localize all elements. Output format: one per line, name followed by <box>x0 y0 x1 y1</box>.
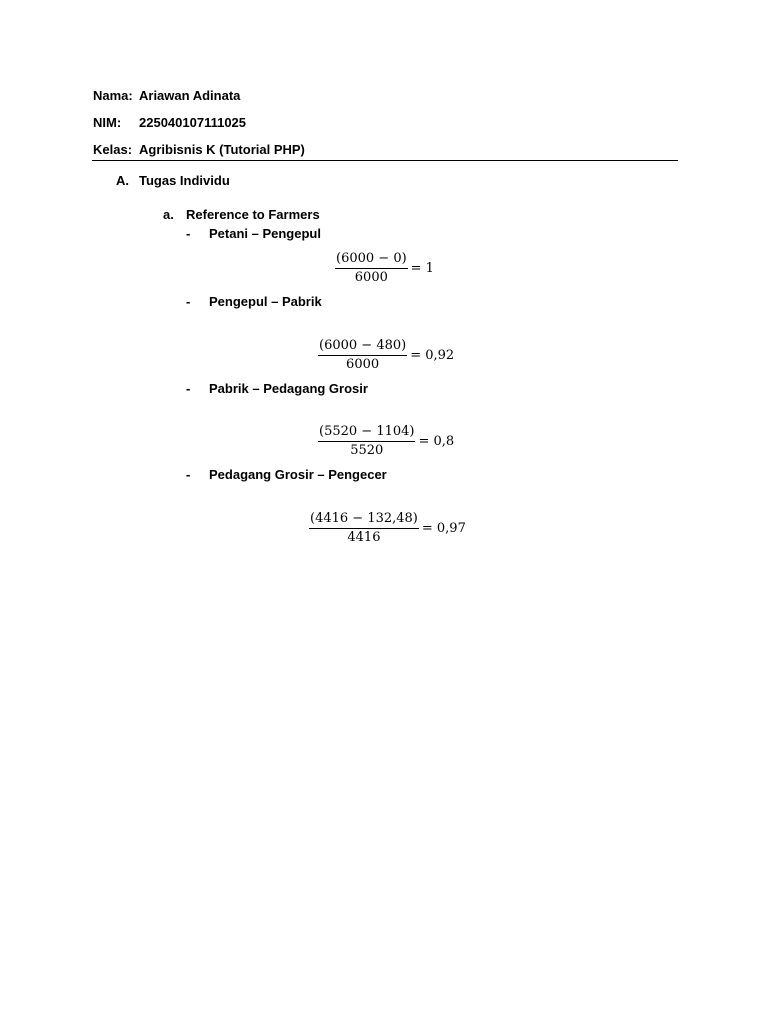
result: = 1 <box>410 260 434 276</box>
result: = 0,8 <box>418 433 455 449</box>
section-heading <box>116 173 230 189</box>
subsection-marker: a. <box>163 207 174 222</box>
item-label: Pengepul – Pabrik <box>209 294 322 309</box>
bullet-dash: - <box>186 226 191 241</box>
header-nim-row <box>93 115 246 131</box>
formula-petani-pengepul <box>335 251 434 286</box>
kelas-label: Kelas: <box>93 142 133 157</box>
item-label: Petani – Pengepul <box>209 226 321 241</box>
header-divider <box>92 160 678 161</box>
header-name-row <box>93 88 240 104</box>
fraction <box>318 338 407 373</box>
subsection-heading <box>163 207 320 223</box>
numerator: (5520 − 1104) <box>319 424 415 439</box>
bullet-dash: - <box>186 294 191 309</box>
result: = 0,92 <box>410 347 455 363</box>
formula-pengepul-pabrik <box>318 338 454 373</box>
result: = 0,97 <box>421 520 466 536</box>
numerator: (6000 − 480) <box>319 338 407 353</box>
item-label: Pabrik – Pedagang Grosir <box>209 381 368 396</box>
numerator: (6000 − 0) <box>336 251 407 266</box>
bullet-dash: - <box>186 381 191 396</box>
formula-pabrik-grosir <box>318 424 454 459</box>
bullet-dash: - <box>186 467 191 482</box>
denominator: 6000 <box>346 357 380 372</box>
nim-label: NIM: <box>93 115 122 130</box>
name-value: Ariawan Adinata <box>139 88 241 103</box>
denominator: 5520 <box>350 443 384 458</box>
list-item-pengepul-pabrik <box>186 294 322 310</box>
denominator: 4416 <box>347 530 381 545</box>
kelas-value: Agribisnis K (Tutorial PHP) <box>139 142 305 157</box>
nim-value: 225040107111025 <box>139 115 247 130</box>
section-marker: A. <box>116 173 129 188</box>
item-label: Pedagang Grosir – Pengecer <box>209 467 387 482</box>
fraction <box>335 251 408 286</box>
list-item-pabrik-grosir <box>186 381 368 397</box>
section-title: Tugas Individu <box>139 173 230 188</box>
fraction <box>318 424 415 459</box>
formula-grosir-pengecer <box>309 511 466 546</box>
fraction <box>309 511 419 546</box>
denominator: 6000 <box>354 270 388 285</box>
list-item-grosir-pengecer <box>186 467 387 483</box>
list-item-petani-pengepul <box>186 226 321 242</box>
subsection-title: Reference to Farmers <box>186 207 320 222</box>
header-kelas-row <box>93 142 305 158</box>
name-label: Nama: <box>93 88 133 103</box>
numerator: (4416 − 132,48) <box>310 511 418 526</box>
